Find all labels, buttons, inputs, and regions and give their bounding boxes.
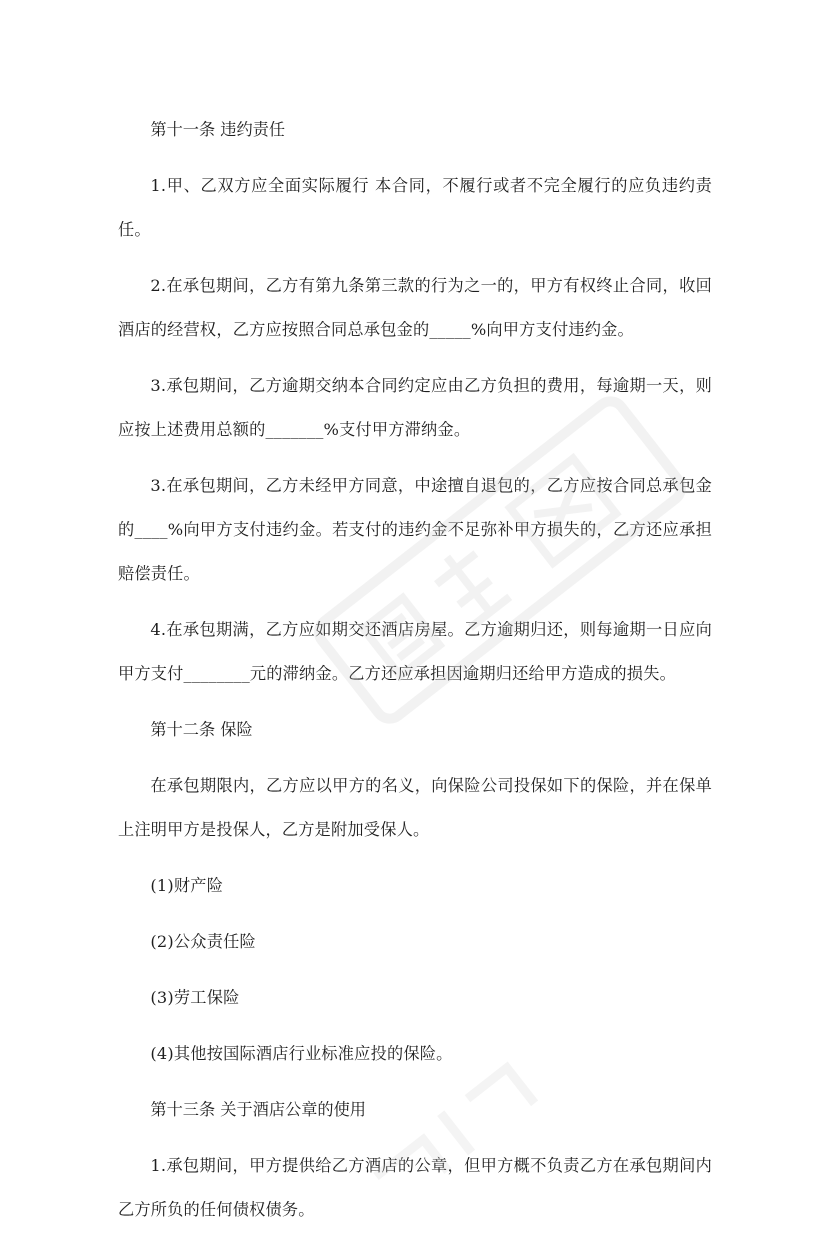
clause-12-intro: 在承包期限内，乙方应以甲方的名义，向保险公司投保如下的保险，并在保单上注明甲方是投保人，乙方是附加受保人。: [118, 776, 712, 839]
insurance-item-3: (3)劳工保险: [150, 988, 240, 1007]
clause-11-1: 1.甲、乙双方应全面实际履行 本合同，不履行或者不完全履行的应负违约责任。: [118, 176, 712, 239]
document-body: [118, 108, 712, 1244]
clause-11-3b: 3.在承包期间，乙方未经甲方同意，中途擅自退包的，乙方应按合同总承包金的____%向甲方支付违约金。若支付的违约金不足弥补甲方损失的，乙方还应承担赔偿责任。: [118, 476, 712, 583]
heading-article-11: 第十一条 违约责任: [150, 120, 286, 139]
clause-13-1: 1.承包期间，甲方提供给乙方酒店的公章，但甲方概不负责乙方在承包期间内乙方所负的任何债权债务。: [118, 1156, 712, 1219]
heading-article-13: 第十三条 关于酒店公章的使用: [150, 1100, 366, 1119]
insurance-item-1: (1)财产险: [150, 876, 224, 895]
insurance-item-2: (2)公众责任险: [150, 932, 256, 951]
heading-article-12: 第十二条 保险: [150, 720, 253, 739]
clause-11-2: 2.在承包期间，乙方有第九条第三款的行为之一的，甲方有权终止合同，收回酒店的经营权，乙方应按照合同总承包金的_____%向甲方支付违约金。: [118, 276, 712, 339]
clause-11-4: 4.在承包期满，乙方应如期交还酒店房屋。乙方逾期归还，则每逾期一日应向甲方支付________元的滞纳金。乙方还应承担因逾期归还给甲方造成的损失。: [118, 620, 712, 683]
insurance-item-4: (4)其他按国际酒店行业标准应投的保险。: [150, 1044, 453, 1063]
clause-11-3a: 3.承包期间，乙方逾期交纳本合同约定应由乙方负担的费用，每逾期一天，则应按上述费用总额的_______%支付甲方滞纳金。: [118, 376, 712, 439]
